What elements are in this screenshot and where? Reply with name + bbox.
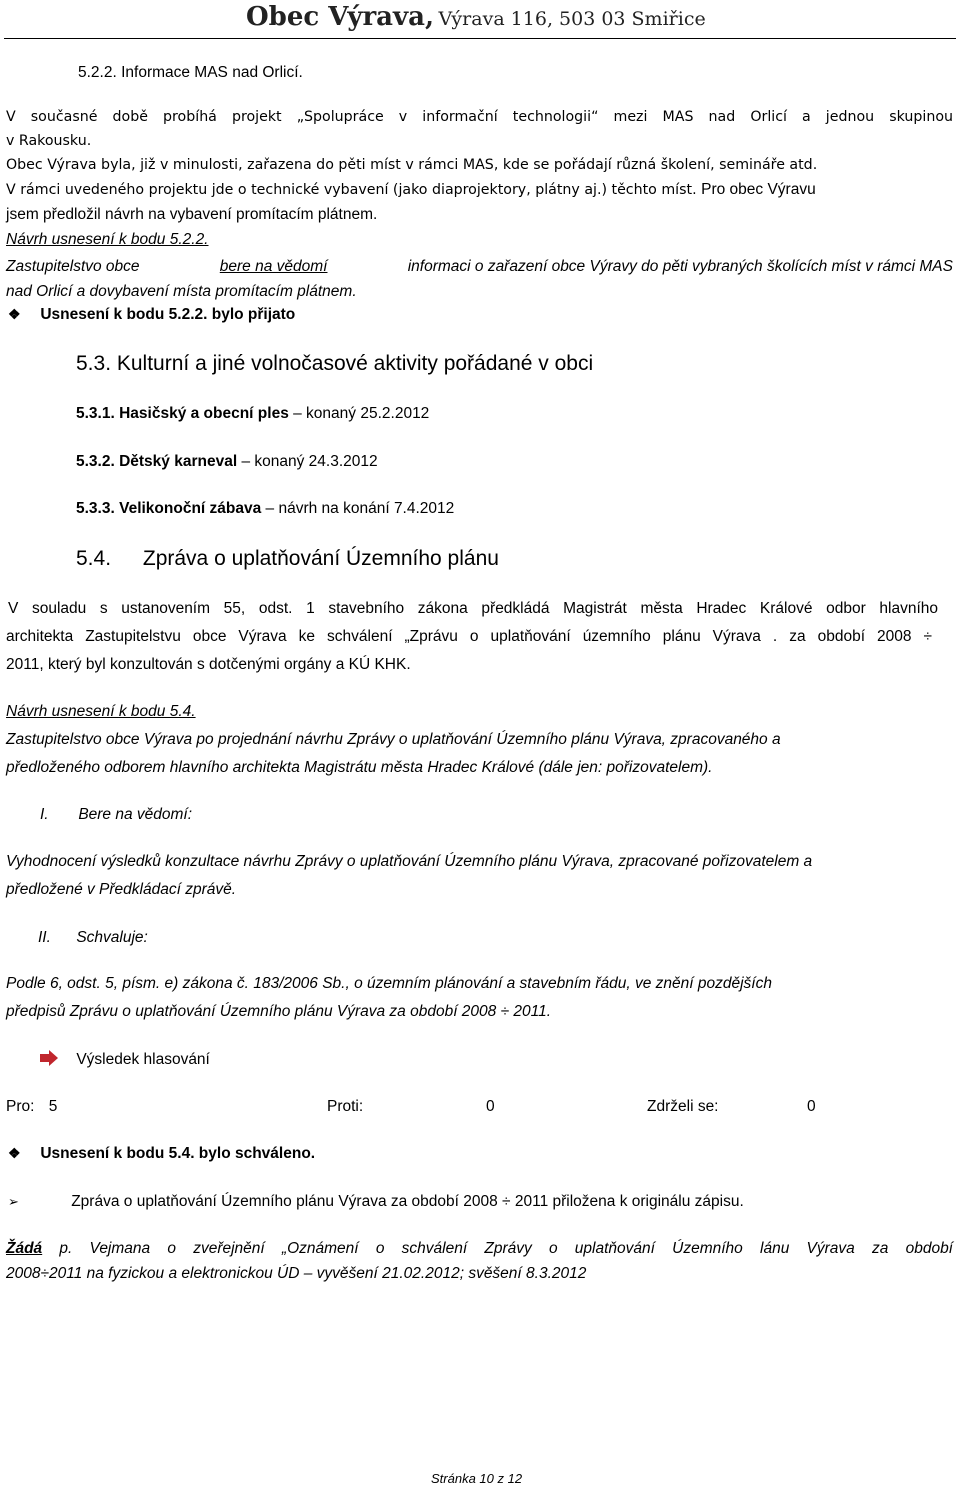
event-title: 5.3.2. Dětský karneval: [76, 453, 238, 470]
paragraph-line: V současné době probíhá projekt „Spolupráce v informační technologii“ mezi MAS nad Orlicí a jednou skupinou: [6, 109, 953, 125]
section-heading-53: 5.3. Kulturní a jiné volnočasové aktivity pořádané v obci: [76, 352, 594, 375]
request-text: p. Vejmana o zveřejnění „Oznámení o schválení Zprávy o uplatňování Územního lánu Výrava za období: [42, 1240, 953, 1257]
point-number: I.: [40, 806, 49, 823]
point-title: Schvaluje:: [76, 929, 148, 946]
event-date: – konaný 25.2.2012: [288, 405, 430, 422]
point-i: [6, 806, 192, 824]
section-title: Zpráva o uplatňování Územního plánu: [142, 547, 499, 570]
resolution-text-line: nad Orlicí a dovybavení místa promítacím plátnem.: [6, 283, 357, 300]
paragraph-line: 2011, který byl konzultován s dotčenými orgány a KÚ KHK.: [6, 656, 411, 673]
attachment-note: [8, 1193, 744, 1211]
resolution-proposal-label: Návrh usnesení k bodu 5.2.2.: [6, 231, 209, 248]
paragraph-line: [6, 181, 816, 199]
triangle-bullet-icon: ➢: [8, 1194, 19, 1209]
vote-label: Pro:: [6, 1098, 35, 1115]
event-item: [76, 405, 429, 423]
event-item: [76, 453, 378, 471]
resolution-text-line: Vyhodnocení výsledků konzultace návrhu Zprávy o uplatňování Územního plánu Výrava, zpracované pořizovatelem a: [6, 853, 813, 870]
paragraph-text: Pro obec Výravu: [701, 181, 816, 198]
resolution-result: [8, 306, 295, 324]
section-number: 5.4.: [76, 547, 112, 570]
resolution-text-line: předloženého odborem hlavního architekta Magistrátu města Hradec Králové (dále jen: pořizovatelem).: [6, 759, 713, 776]
vote-pro: [6, 1098, 57, 1116]
event-date: – konaný 24.3.2012: [237, 453, 378, 470]
diamond-bullet-icon: ❖: [8, 306, 21, 322]
header-title: Obec Výrava,: [246, 2, 435, 32]
resolution-emphasis: bere na vědomí: [219, 258, 328, 275]
resolution-result-text: Usnesení k bodu 5.4. bylo schváleno.: [40, 1145, 316, 1162]
resolution-text: informaci o zařazení obce Výravy do pěti vybraných školících míst v rámci MAS: [407, 258, 953, 275]
point-number: II.: [38, 929, 51, 946]
request-line: [6, 1240, 953, 1258]
header-rule: [4, 38, 956, 39]
resolution-text: Zastupitelstvo obce: [6, 258, 140, 275]
point-title: Bere na vědomí:: [78, 806, 193, 823]
paragraph-line: V souladu s ustanovením 55, odst. 1 stavebního zákona předkládá Magistrát města Hradec Králové odbor hlavního: [8, 600, 938, 617]
event-item: [76, 500, 454, 518]
section-heading-54: [76, 547, 499, 571]
paragraph-line: Obec Výrava byla, již v minulosti, zařazena do pěti míst v rámci MAS, kde se pořádají různá školení, semináře atd.: [6, 157, 818, 173]
resolution-text-line: Podle 6, odst. 5, písm. e) zákona č. 183/2006 Sb., o územním plánování a stavebním řádu, ve znění pozdějších: [6, 975, 772, 992]
diamond-bullet-icon: ❖: [8, 1145, 21, 1161]
resolution-text-line: předpisů Zprávu o uplatňování Územního plánu Výrava za období 2008 ÷ 2011.: [6, 1003, 552, 1020]
event-title: 5.3.1. Hasičský a obecní ples: [76, 405, 289, 422]
resolution-text-line: předložené v Předkládací zprávě.: [6, 881, 237, 898]
paragraph-line: architekta Zastupitelstvu obce Výrava ke schválení „Zprávu o uplatňování územního plánu Výrava . za období 2008 ÷: [6, 628, 932, 645]
vote-result-heading: [40, 1050, 210, 1069]
resolution-text-line: Zastupitelstvo obce Výrava po projednání návrhu Zprávy o uplatňování Územního plánu Výrava, zpracovaného a: [6, 731, 781, 748]
resolution-result: [8, 1145, 315, 1163]
vote-zdrzeli-label: Zdrželi se:: [647, 1098, 719, 1115]
page-header: [246, 2, 706, 32]
resolution-text-line: [6, 258, 953, 276]
request-emphasis: Žádá: [6, 1240, 43, 1257]
paragraph-line: jsem předložil návrh na vybavení promítacím plátnem.: [6, 206, 378, 223]
vote-proti-value: 0: [486, 1098, 495, 1115]
paragraph-text: V rámci uvedeného projektu jde o technické vybavení (jako diaprojektory, plátny aj.) těchto míst.: [6, 182, 697, 198]
arrow-right-icon: [40, 1050, 58, 1066]
resolution-proposal-label: Návrh usnesení k bodu 5.4.: [6, 703, 196, 720]
request-line: 2008÷2011 na fyzickou a elektronickou ÚD – vyvěšení 21.02.2012; svěšení 8.3.2012: [6, 1265, 587, 1282]
section-heading-522: 5.2.2. Informace MAS nad Orlicí.: [78, 64, 303, 81]
point-ii: [6, 929, 148, 947]
vote-proti-label: Proti:: [327, 1098, 364, 1115]
header-address: Výrava 116, 503 03 Smiřice: [438, 8, 706, 30]
vote-result-title: Výsledek hlasování: [76, 1051, 210, 1068]
vote-zdrzeli-value: 0: [807, 1098, 816, 1115]
event-date: – návrh na konání 7.4.2012: [261, 500, 455, 517]
attachment-text: Zpráva o uplatňování Územního plánu Výrava za období 2008 ÷ 2011 přiložena k originálu zápisu.: [71, 1193, 744, 1210]
resolution-result-text: Usnesení k bodu 5.2.2. bylo přijato: [40, 306, 296, 323]
paragraph-line: v Rakousku.: [6, 133, 92, 149]
page-number: Stránka 10 z 12: [431, 1471, 523, 1486]
event-title: 5.3.3. Velikonoční zábava: [76, 500, 262, 517]
vote-value: 5: [48, 1098, 58, 1115]
